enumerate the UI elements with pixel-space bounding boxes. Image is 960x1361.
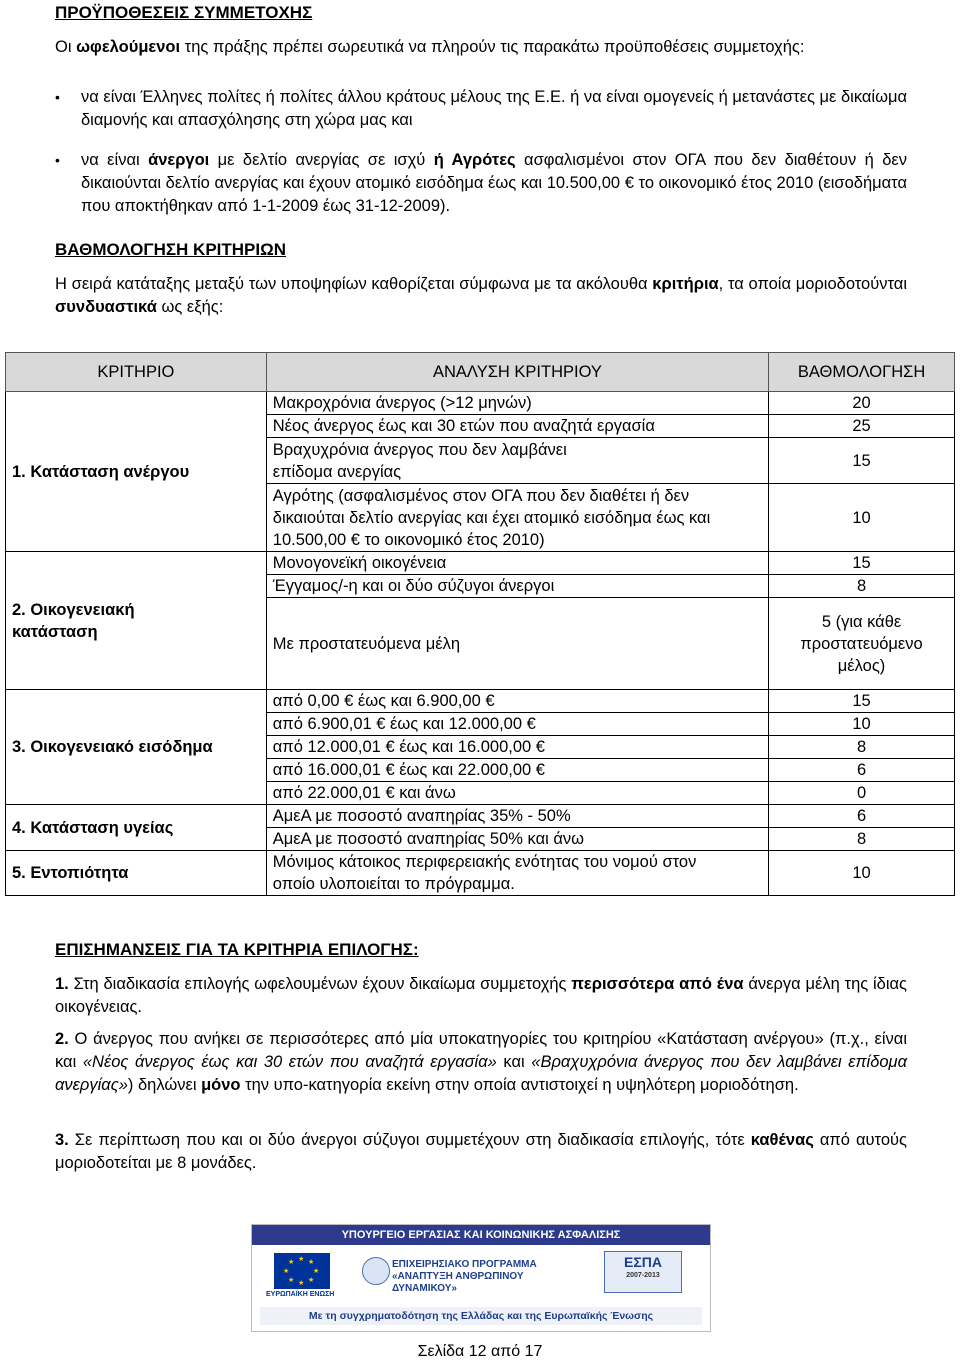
criterion-unemployment-status: 1. Κατάσταση ανέργου	[6, 392, 267, 552]
condition-item-2	[55, 149, 907, 218]
table-row	[6, 690, 955, 713]
scoring-text-a: Η σειρά κατάταξης μεταξύ των υποψηφίων καθορίζεται σύμφωνα με τα ακόλουθα	[55, 275, 653, 293]
condition-2-bold-farmers: ή Αγρότες	[433, 151, 516, 169]
program-logo-icon	[362, 1257, 390, 1285]
note-1-text-c: άνεργα μέλη της ίδιας οικογένειας.	[55, 975, 908, 1016]
note-2-text-a: Ο άνεργος που ανήκει σε περισσότερες από μία υποκατηγορίες του κριτηρίου «Κατάσταση ανέργου» (π.χ., είναι και	[55, 1030, 907, 1071]
analysis-cell: Βραχυχρόνια άνεργος που δεν λαμβάνει επίδομα ανεργίας	[266, 438, 768, 484]
intro-bold: ωφελούμενοι	[76, 38, 181, 56]
condition-item-1	[55, 86, 907, 132]
notes-title: ΕΠΙΣΗΜΑΝΣΕΙΣ ΓΙΑ ΤΑ ΚΡΙΤΗΡΙΑ ΕΠΙΛΟΓΗΣ:	[55, 940, 419, 959]
score-cell: 8	[769, 575, 955, 598]
analysis-cell: Αγρότης (ασφαλισμένος στον ΟΓΑ που δεν διαθέτει ή δεν δικαιούται δελτίο ανεργίας και έχει ατομικό εισόδημα έως και 10.500,00 € το οικονομικό έτος 2010)	[266, 484, 768, 552]
header-score: ΒΑΘΜΟΛΟΓΗΣΗ	[769, 353, 955, 392]
note-2-italic-b: «Βραχυχρόνια άνεργος που δεν λαμβάνει επίδομα ανεργίας»	[55, 1053, 908, 1094]
table-row	[6, 552, 955, 575]
ministry-title: ΥΠΟΥΡΓΕΙΟ ΕΡΓΑΣΙΑΣ ΚΑΙ ΚΟΙΝΩΝΙΚΗΣ ΑΣΦΑΛΙΣΗΣ	[252, 1225, 710, 1245]
table-header-row	[6, 353, 955, 392]
espa-logo	[604, 1251, 682, 1293]
note-3	[55, 1129, 907, 1175]
score-cell: 0	[769, 782, 955, 805]
note-2-text-e: ) δηλώνει	[127, 1076, 202, 1094]
page-number: Σελίδα 12 από 17	[417, 1343, 543, 1360]
criterion-locality: 5. Εντοπιότητα	[6, 851, 267, 896]
note-1-text-a: Στη διαδικασία επιλογής ωφελουμένων έχουν δικαίωμα συμμετοχής	[68, 975, 572, 993]
espa-label: ΕΣΠΑ	[624, 1254, 662, 1270]
score-cell: 10	[769, 484, 955, 552]
program-name: ΕΠΙΧΕΙΡΗΣΙΑΚΟ ΠΡΟΓΡΑΜΜΑ «ΑΝΑΠΤΥΞΗ ΑΝΘΡΩΠΙΝΟΥ ΔΥΝΑΜΙΚΟΥ»	[392, 1259, 537, 1294]
note-2-italic-a: «Νέος άνεργος έως και 30 ετών που αναζητά εργασία»	[82, 1053, 497, 1071]
score-cell: 8	[769, 828, 955, 851]
intro-text: Οι	[55, 38, 77, 56]
table-row	[6, 851, 955, 896]
eu-flag-icon: ★ ★ ★ ★ ★ ★ ★ ★	[274, 1253, 330, 1289]
analysis-cell: Έγγαμος/-η και οι δύο σύζυγοι άνεργοι	[266, 575, 768, 598]
note-2-number: 2.	[55, 1030, 69, 1048]
espa-years: 2007-2013	[626, 1272, 660, 1279]
note-3-number: 3.	[55, 1131, 69, 1149]
note-2	[55, 1028, 907, 1097]
analysis-cell: από 6.900,01 € έως και 12.000,00 €	[266, 713, 768, 736]
score-cell: 8	[769, 736, 955, 759]
note-1-bold: περισσότερα από ένα	[571, 975, 744, 993]
note-3-bold: καθένας	[750, 1131, 814, 1149]
note-1	[55, 973, 907, 1019]
score-cell: 10	[769, 713, 955, 736]
condition-2-bold-unemployed: άνεργοι	[148, 151, 210, 169]
analysis-cell: Με προστατευόμενα μέλη	[266, 598, 768, 690]
analysis-cell: Μακροχρόνια άνεργος (>12 μηνών)	[266, 392, 768, 415]
analysis-cell: από 16.000,01 € έως και 22.000,00 €	[266, 759, 768, 782]
scoring-bold-criteria: κριτήρια	[652, 275, 719, 293]
note-1-number: 1.	[55, 975, 69, 993]
header-analysis: ΑΝΑΛΥΣΗ ΚΡΙΤΗΡΙΟΥ	[266, 353, 768, 392]
analysis-cell: ΑμεΑ με ποσοστό αναπηρίας 50% και άνω	[266, 828, 768, 851]
analysis-cell: από 12.000,01 € έως και 16.000,00 €	[266, 736, 768, 759]
section-title-scoring: ΒΑΘΜΟΛΟΓΗΣΗ ΚΡΙΤΗΡΙΩΝ	[55, 240, 287, 259]
note-3-text-a: Σε περίπτωση που και οι δύο άνεργοι σύζυγοι συμμετέχουν στη διαδικασία επιλογής, τότε	[68, 1131, 751, 1149]
table-row	[6, 392, 955, 415]
criterion-health-status: 4. Κατάσταση υγείας	[6, 805, 267, 851]
header-criterion: ΚΡΙΤΗΡΙΟ	[6, 353, 267, 392]
intro-text-rest: της πράξης πρέπει σωρευτικά να πληρούν τις παρακάτω προϋποθέσεις συμμετοχής:	[180, 38, 805, 56]
scoring-text-c: , τα οποία μοριοδοτούνται	[718, 275, 907, 293]
score-cell: 10	[769, 851, 955, 896]
score-cell: 5 (για κάθε προστατευόμενο μέλος)	[769, 598, 955, 690]
intro-paragraph	[55, 36, 907, 59]
note-2-text-g: την υπο-κατηγορία εκείνη στην οποία αντιστοιχεί η υψηλότερη μοριοδότηση.	[240, 1076, 799, 1094]
cofunding-statement: Με τη συγχρηματοδότηση της Ελλάδας και της Ευρωπαϊκής Ένωσης	[260, 1307, 702, 1325]
criterion-family-status: 2. Οικογενειακή κατάσταση	[6, 552, 267, 690]
sponsor-banner	[251, 1224, 711, 1332]
criterion-family-income: 3. Οικογενειακό εισόδημα	[6, 690, 267, 805]
analysis-cell: Μονογονεϊκή οικογένεια	[266, 552, 768, 575]
condition-2-text-c: με δελτίο ανεργίας σε ισχύ	[209, 151, 434, 169]
score-cell: 15	[769, 552, 955, 575]
note-2-text-c: και	[496, 1053, 532, 1071]
score-cell: 15	[769, 690, 955, 713]
criteria-table	[5, 352, 955, 896]
score-cell: 15	[769, 438, 955, 484]
note-3-text-c: από αυτούς μοριοδοτείται με 8 μονάδες.	[55, 1131, 907, 1172]
analysis-cell: ΑμεΑ με ποσοστό αναπηρίας 35% - 50%	[266, 805, 768, 828]
scoring-bold-combined: συνδυαστικά	[55, 298, 157, 316]
conditions-list	[55, 86, 907, 218]
analysis-cell: Μόνιμος κάτοικος περιφερειακής ενότητας του νομού στον οποίο υλοποιείται το πρόγραμμα.	[266, 851, 768, 896]
condition-1-text: να είναι Έλληνες πολίτες ή πολίτες άλλου κράτους μέλους της Ε.Ε. ή να είναι ομογενείς ή μετανάστες με δικαίωμα διαμονής και απασχόλησης στη χώρα μας και	[81, 88, 907, 129]
scoring-text-e: ως εξής:	[156, 298, 224, 316]
section-title-participation: ΠΡΟΫΠΟΘΕΣΕΙΣ ΣΥΜΜΕΤΟΧΗΣ	[55, 3, 313, 22]
score-cell: 25	[769, 415, 955, 438]
score-cell: 20	[769, 392, 955, 415]
analysis-cell: Νέος άνεργος έως και 30 ετών που αναζητά εργασία	[266, 415, 768, 438]
analysis-cell: από 0,00 € έως και 6.900,00 €	[266, 690, 768, 713]
condition-2-text-e: ασφαλισμένοι στον ΟΓΑ που δεν διαθέτουν ή δεν δικαιούνται δελτίο ανεργίας και έχουν ατομικό εισόδημα έως και 10.500,00 € το οικονομικό έτος 2010 (εισοδήματα που αποκτήθηκαν από 1-1-2009 έως 31-12-2009).	[81, 151, 907, 215]
scoring-paragraph	[55, 273, 907, 319]
table-row	[6, 805, 955, 828]
score-cell: 6	[769, 805, 955, 828]
note-2-bold-only: μόνο	[201, 1076, 241, 1094]
condition-2-text-a: να είναι	[81, 151, 149, 169]
score-cell: 6	[769, 759, 955, 782]
analysis-cell: από 22.000,01 € και άνω	[266, 782, 768, 805]
eu-label: ΕΥΡΩΠΑΪΚΗ ΕΝΩΣΗ	[266, 1291, 335, 1298]
